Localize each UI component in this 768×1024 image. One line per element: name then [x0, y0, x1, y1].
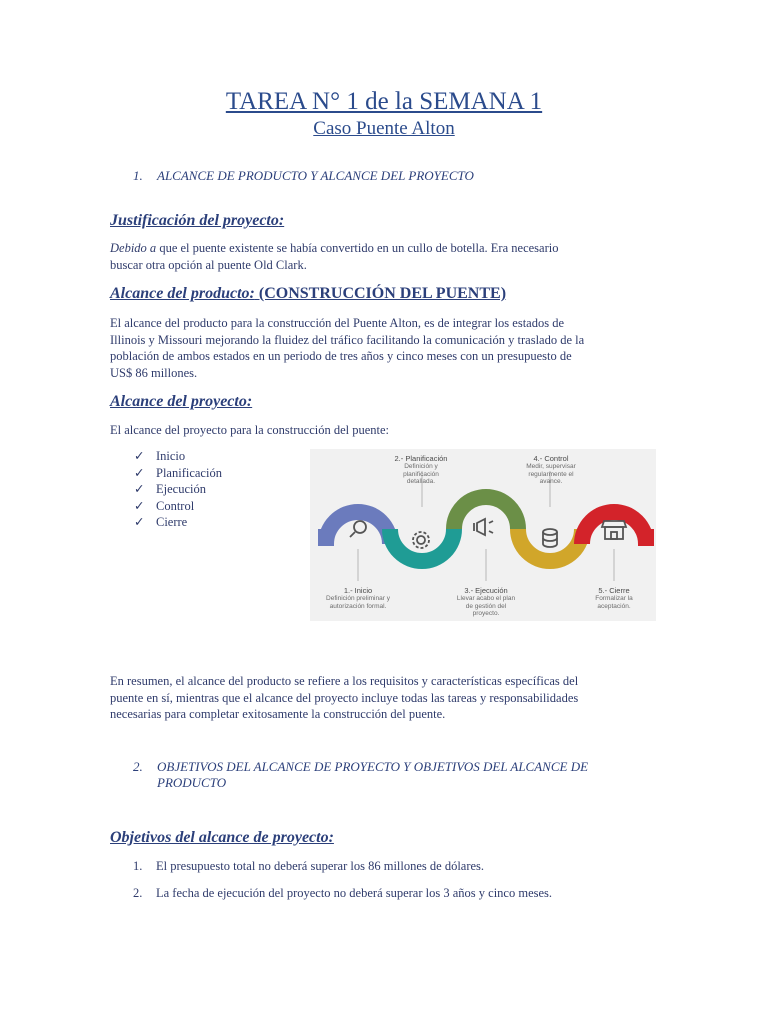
list-item	[133, 859, 653, 875]
stage-desc: aceptación.	[597, 602, 631, 610]
alcance-proyecto-intro: El alcance del proyecto para la construcción del puente:	[110, 423, 390, 437]
checklist-item	[134, 465, 222, 482]
document-subtitle: Caso Puente Alton	[313, 118, 455, 139]
stage-desc: avance.	[539, 478, 563, 485]
ejecucion-arc	[454, 497, 518, 529]
list-number: 1.	[133, 859, 143, 873]
alcance-producto-heading	[110, 285, 506, 303]
heading-colon: :	[278, 212, 285, 229]
checklist-item-label: Planificación	[156, 465, 222, 480]
alcance-producto-heading-text: Alcance del producto:	[110, 285, 255, 302]
list-text: El presupuesto total no deberá superar los 86 millones de dólares.	[156, 859, 485, 873]
stage-desc: autorización formal.	[329, 602, 387, 610]
paragraph-line: US$ 86 millones.	[110, 366, 198, 381]
ejecucion-label	[436, 586, 536, 618]
list-text: La fecha de ejecución del proyecto no deberá superar los 3 años y cinco meses.	[156, 886, 553, 900]
justificacion-line-1: que el puente existente se había convertido en un cullo de botella. Era necesario	[156, 241, 559, 255]
resumen-paragraph	[110, 673, 655, 723]
paragraph-line: necesarias para completar exitosamente la construcción del puente.	[110, 707, 446, 722]
stage-desc: detallada.	[406, 478, 436, 485]
section-number: 1.	[133, 168, 143, 183]
search-icon	[350, 521, 366, 537]
stage-title: 2.- Planificación	[394, 454, 448, 463]
section-title-line-1: OBJETIVOS DEL ALCANCE DE PROYECTO Y OBJETIVOS DEL ALCANCE DE	[157, 759, 589, 774]
section-title-line-2: PRODUCTO	[157, 775, 227, 790]
justificacion-heading-text: Justificación del proyecto	[110, 212, 279, 229]
stage-title: 4.- Control	[533, 454, 569, 463]
planificacion-label	[376, 454, 466, 486]
megaphone-icon	[474, 519, 493, 535]
project-phases-infographic	[310, 449, 656, 621]
list-item	[133, 886, 653, 902]
section-1-heading	[133, 168, 653, 184]
checklist-item	[134, 498, 222, 515]
stage-desc: Medir, supervisar	[526, 463, 576, 470]
store-icon	[602, 521, 626, 539]
section-number: 2.	[133, 759, 143, 774]
checklist	[134, 448, 222, 531]
check-icon: ✓	[134, 449, 145, 463]
cierre-label	[574, 586, 654, 610]
stage-desc: proyecto.	[472, 610, 500, 617]
inicio-label	[308, 586, 408, 610]
stage-desc: Definición preliminar y	[326, 595, 390, 602]
check-icon: ✓	[134, 515, 145, 529]
stage-desc: planificación	[403, 470, 439, 478]
database-icon	[543, 529, 557, 547]
stage-desc: Formalizar la	[595, 595, 633, 602]
check-icon: ✓	[134, 498, 145, 513]
stage-desc: Definición y	[404, 463, 438, 470]
checklist-item-label: Cierre	[156, 515, 188, 529]
paragraph-line: Illinois y Missouri mejorando la fluidez del tráfico facilitando la comunicación y traslado de la	[110, 332, 585, 347]
planificacion-arc	[390, 529, 454, 561]
paragraph-line: puente en sí, mientras que el alcance del proyecto incluye todas las tareas y responsabilidades	[110, 690, 579, 705]
checklist-item	[134, 448, 222, 465]
document-title: TAREA N° 1 de la SEMANA 1	[225, 88, 543, 115]
section-title: ALCANCE DE PRODUCTO Y ALCANCE DEL PROYECTO	[157, 168, 474, 183]
stage-desc: Llevar acabo el plan	[456, 595, 516, 602]
alcance-proyecto-heading: Alcance del proyecto:	[110, 393, 253, 410]
stage-title: 3.- Ejecución	[464, 586, 508, 595]
stage-title: 5.- Cierre	[598, 586, 630, 595]
list-number: 2.	[133, 886, 143, 900]
alcance-producto-text	[110, 315, 650, 382]
check-icon: ✓	[134, 465, 145, 480]
objetivos-proyecto-heading: Objetivos del alcance de proyecto:	[110, 829, 334, 846]
justificacion-line-2: buscar otra opción al puente Old Clark.	[110, 257, 307, 272]
stage-desc: regularmente el	[528, 470, 574, 478]
justificacion-heading	[110, 212, 284, 230]
justificacion-text	[110, 240, 650, 273]
paragraph-line: población de ambos estados en un periodo de tres años y cinco meses con un presupuesto de	[110, 349, 572, 364]
paragraph-line: El alcance del producto para la construcción del Puente Alton, es de integrar los estados de	[110, 316, 565, 330]
inicio-arc	[326, 512, 390, 544]
checklist-item	[134, 514, 222, 531]
stage-desc: de gestión del	[465, 602, 507, 610]
alcance-producto-heading-extra: (CONSTRUCCIÓN DEL PUENTE)	[254, 285, 507, 302]
gear-icon	[413, 532, 429, 548]
paragraph-line: En resumen, el alcance del producto se refiere a los requisitos y características específicas del	[110, 674, 579, 688]
control-arc	[518, 529, 582, 561]
section-2-heading	[133, 759, 673, 793]
checklist-item-label: Control	[156, 498, 195, 513]
check-icon: ✓	[134, 482, 145, 496]
control-label	[506, 454, 596, 486]
justificacion-italic: Debido a	[110, 241, 157, 255]
checklist-item-label: Ejecución	[156, 482, 206, 496]
checklist-item-label: Inicio	[156, 449, 186, 463]
checklist-item	[134, 481, 222, 498]
stage-title: 1.- Inicio	[343, 586, 373, 595]
